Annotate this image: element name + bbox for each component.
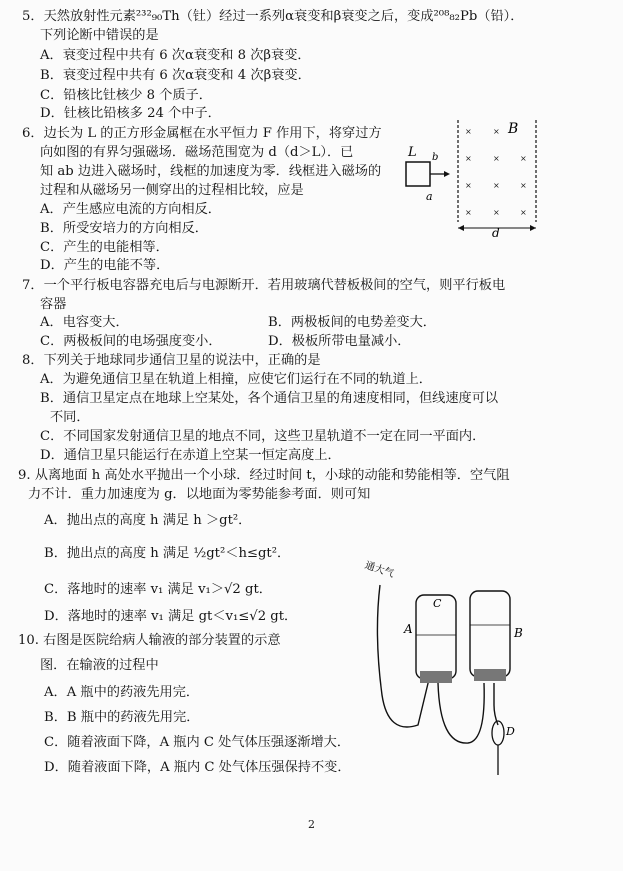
label-B-bottle: B	[514, 626, 523, 640]
connecting-tube	[438, 683, 484, 743]
q9-option-b: B．抛出点的高度 h 满足 ½gt²＜h≤gt²．	[44, 546, 291, 561]
q8-option-a: A．为避免通信卫星在轨道上相撞，应使它们运行在不同的轨道上．	[40, 372, 432, 387]
label-C: C	[433, 597, 442, 610]
q7-stem-2: 容器	[40, 297, 67, 312]
label-a: a	[426, 190, 433, 203]
q8-option-b-cont: 不同．	[50, 410, 90, 425]
svg-text:×: ×	[493, 154, 500, 163]
outflow-tube	[494, 683, 498, 725]
q9-option-a: A．抛出点的高度 h 满足 h ＞gt²．	[44, 513, 252, 528]
bottle-a-stopper	[420, 671, 452, 683]
air-vent-label: 通大气	[363, 560, 396, 580]
q6-option-c: C．产生的电能相等．	[40, 240, 169, 255]
bottle-b	[470, 591, 510, 677]
svg-text:×: ×	[465, 154, 472, 163]
svg-text:×: ×	[493, 127, 500, 136]
q8-stem: 8．下列关于地球同步通信卫星的说法中，正确的是	[22, 353, 321, 368]
q10-option-d: D．随着液面下降，A 瓶内 C 处气体压强保持不变．	[44, 760, 351, 775]
label-b: b	[432, 152, 439, 163]
q9-option-c: C．落地时的速率 v₁ 满足 v₁＞√2 gt．	[44, 582, 272, 597]
svg-text:×: ×	[520, 154, 527, 163]
q6-stem: 6．边长为 L 的正方形金属框在水平恒力 F 作用下，将穿过方	[22, 126, 382, 141]
svg-text:×: ×	[465, 181, 472, 190]
q10-option-c: C．随着液面下降，A 瓶内 C 处气体压强逐渐增大．	[44, 735, 351, 750]
q10-option-a: A．A 瓶中的药液先用完．	[44, 685, 200, 700]
q9-option-d: D．落地时的速率 v₁ 满足 gt＜v₁≤√2 gt．	[44, 609, 298, 624]
page-number: 2	[308, 818, 315, 831]
q6-stem-3: 知 ab 边进入磁场时，线框的加速度为零．线框进入磁场的	[40, 164, 382, 179]
label-d: d	[492, 226, 500, 240]
q7-option-b: B．两极板间的电势差变大．	[268, 315, 436, 330]
bottle-b-stopper	[474, 669, 506, 681]
q7-option-a: A．电容变大．	[40, 315, 129, 330]
svg-text:×: ×	[493, 181, 500, 190]
field-crosses	[465, 127, 527, 217]
q6-option-d: D．产生的电能不等．	[40, 258, 170, 273]
q8-option-d: D．通信卫星只能运行在赤道上空某一恒定高度上．	[40, 448, 341, 463]
arrow-head	[444, 171, 450, 177]
q6-stem-4: 过程和从磁场另一侧穿出的过程相比较，应是	[40, 183, 304, 198]
q7-option-d: D．极板所带电量减小．	[268, 334, 411, 349]
q8-option-b: B．通信卫星定点在地球上空某处，各个通信卫星的角速度相同，但线速度可以	[40, 391, 499, 406]
square-loop	[406, 162, 430, 186]
svg-text:×: ×	[465, 208, 472, 217]
q6-stem-2: 向如图的有界匀强磁场．磁场范围宽为 d（d＞L）．已	[40, 145, 354, 160]
label-L: L	[408, 145, 417, 160]
svg-text:×: ×	[520, 208, 527, 217]
magnetic-field-figure	[398, 116, 558, 240]
q7-stem: 7．一个平行板电容器充电后与电源断开．若用玻璃代替板极间的空气，则平行板电	[22, 278, 506, 293]
q10-option-b: B．B 瓶中的药液先用完．	[44, 710, 200, 725]
q5-stem: 5．天然放射性元素²³²₉₀Th（钍）经过一系列α衰变和β衰变之后，变成²⁰⁸₈₂Pb（铅）．	[22, 9, 524, 24]
q9-stem: 9. 从离地面 h 高处水平抛出一个小球．经过时间 t，小球的动能和势能相等．空气阻	[18, 468, 510, 483]
q9-stem-2: 力不计．重力加速度为 g．以地面为零势能参考面．则可知	[28, 487, 371, 502]
label-B: B	[508, 121, 519, 137]
q8-option-c: C．不同国家发射通信卫星的地点不同，这些卫星轨道不一定在同一平面内．	[40, 429, 486, 444]
q5-stem-2: 下列论断中错误的是	[40, 28, 159, 43]
air-tube	[377, 585, 430, 727]
svg-text:×: ×	[493, 208, 500, 217]
svg-text:×: ×	[465, 127, 472, 136]
iv-infusion-figure	[358, 555, 528, 780]
q7-option-c: C．两极板间的电场强度变小．	[40, 334, 222, 349]
q10-stem: 10. 右图是医院给病人输液的部分装置的示意	[18, 633, 281, 648]
q6-option-a: A．产生感应电流的方向相反．	[40, 202, 221, 217]
svg-text:×: ×	[520, 181, 527, 190]
q5-option-a: A．衰变过程中共有 6 次α衰变和 8 次β衰变．	[40, 48, 311, 63]
label-D: D	[506, 725, 515, 738]
q5-option-b: B．衰变过程中共有 6 次α衰变和 4 次β衰变．	[40, 68, 311, 83]
q5-option-c: C．铅核比钍核少 8 个质子．	[40, 88, 212, 103]
label-A: A	[404, 622, 413, 636]
q10-stem-2: 图．在输液的过程中	[40, 658, 159, 673]
q6-option-b: B．所受安培力的方向相反．	[40, 221, 208, 236]
q5-option-d: D．钍核比铅核多 24 个中子．	[40, 106, 221, 121]
